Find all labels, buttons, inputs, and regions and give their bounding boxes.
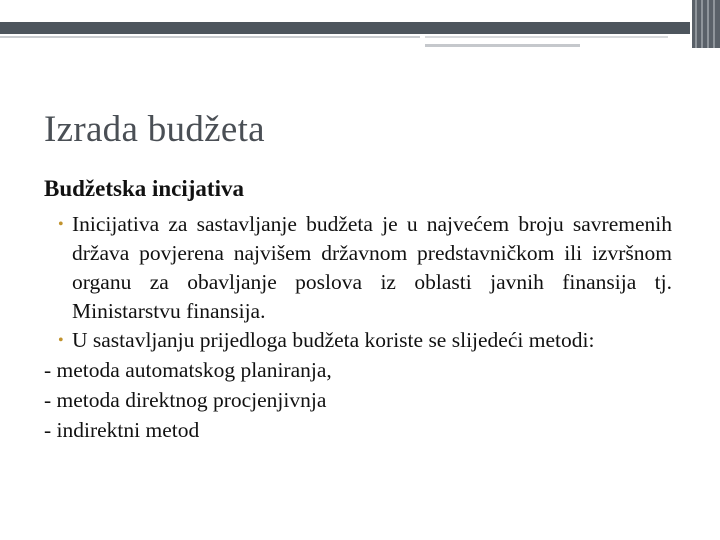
bullet-text: Inicijativa za sastavljanje budžeta je u najvećem broju savremenih država povjerena najvišem državnom predstavničkom ili izvršnom organu za obavljanje poslova iz oblasti javnih finansija tj. Ministarstvu finansija. bbox=[72, 212, 672, 323]
header-line bbox=[425, 36, 668, 38]
header-line bbox=[425, 44, 580, 47]
corner-stripe bbox=[701, 0, 703, 48]
method-item: - metoda direktnog procjenjivnja bbox=[44, 388, 327, 412]
slide-title: Izrada budžeta bbox=[44, 109, 265, 150]
corner-stripe bbox=[707, 0, 709, 48]
corner-block bbox=[692, 0, 720, 48]
corner-stripe bbox=[695, 0, 697, 48]
slide-content bbox=[44, 174, 672, 445]
corner-stripe bbox=[713, 0, 715, 48]
header-line bbox=[0, 36, 420, 38]
bullet-dot-icon: • bbox=[58, 216, 64, 233]
bullet-text: U sastavljanju prijedloga budžeta koriste se slijedeći metodi: bbox=[72, 328, 595, 352]
decorative-header-band bbox=[0, 0, 720, 52]
subheading: Budžetska incijativa bbox=[44, 176, 244, 201]
bullet-list bbox=[44, 210, 672, 355]
method-list bbox=[44, 355, 672, 445]
bullet-item bbox=[44, 326, 672, 355]
bullet-dot-icon: • bbox=[58, 332, 64, 349]
header-bar bbox=[0, 22, 690, 34]
bullet-item bbox=[44, 210, 672, 326]
method-item: - metoda automatskog planiranja, bbox=[44, 358, 332, 382]
method-item: - indirektni metod bbox=[44, 418, 200, 442]
